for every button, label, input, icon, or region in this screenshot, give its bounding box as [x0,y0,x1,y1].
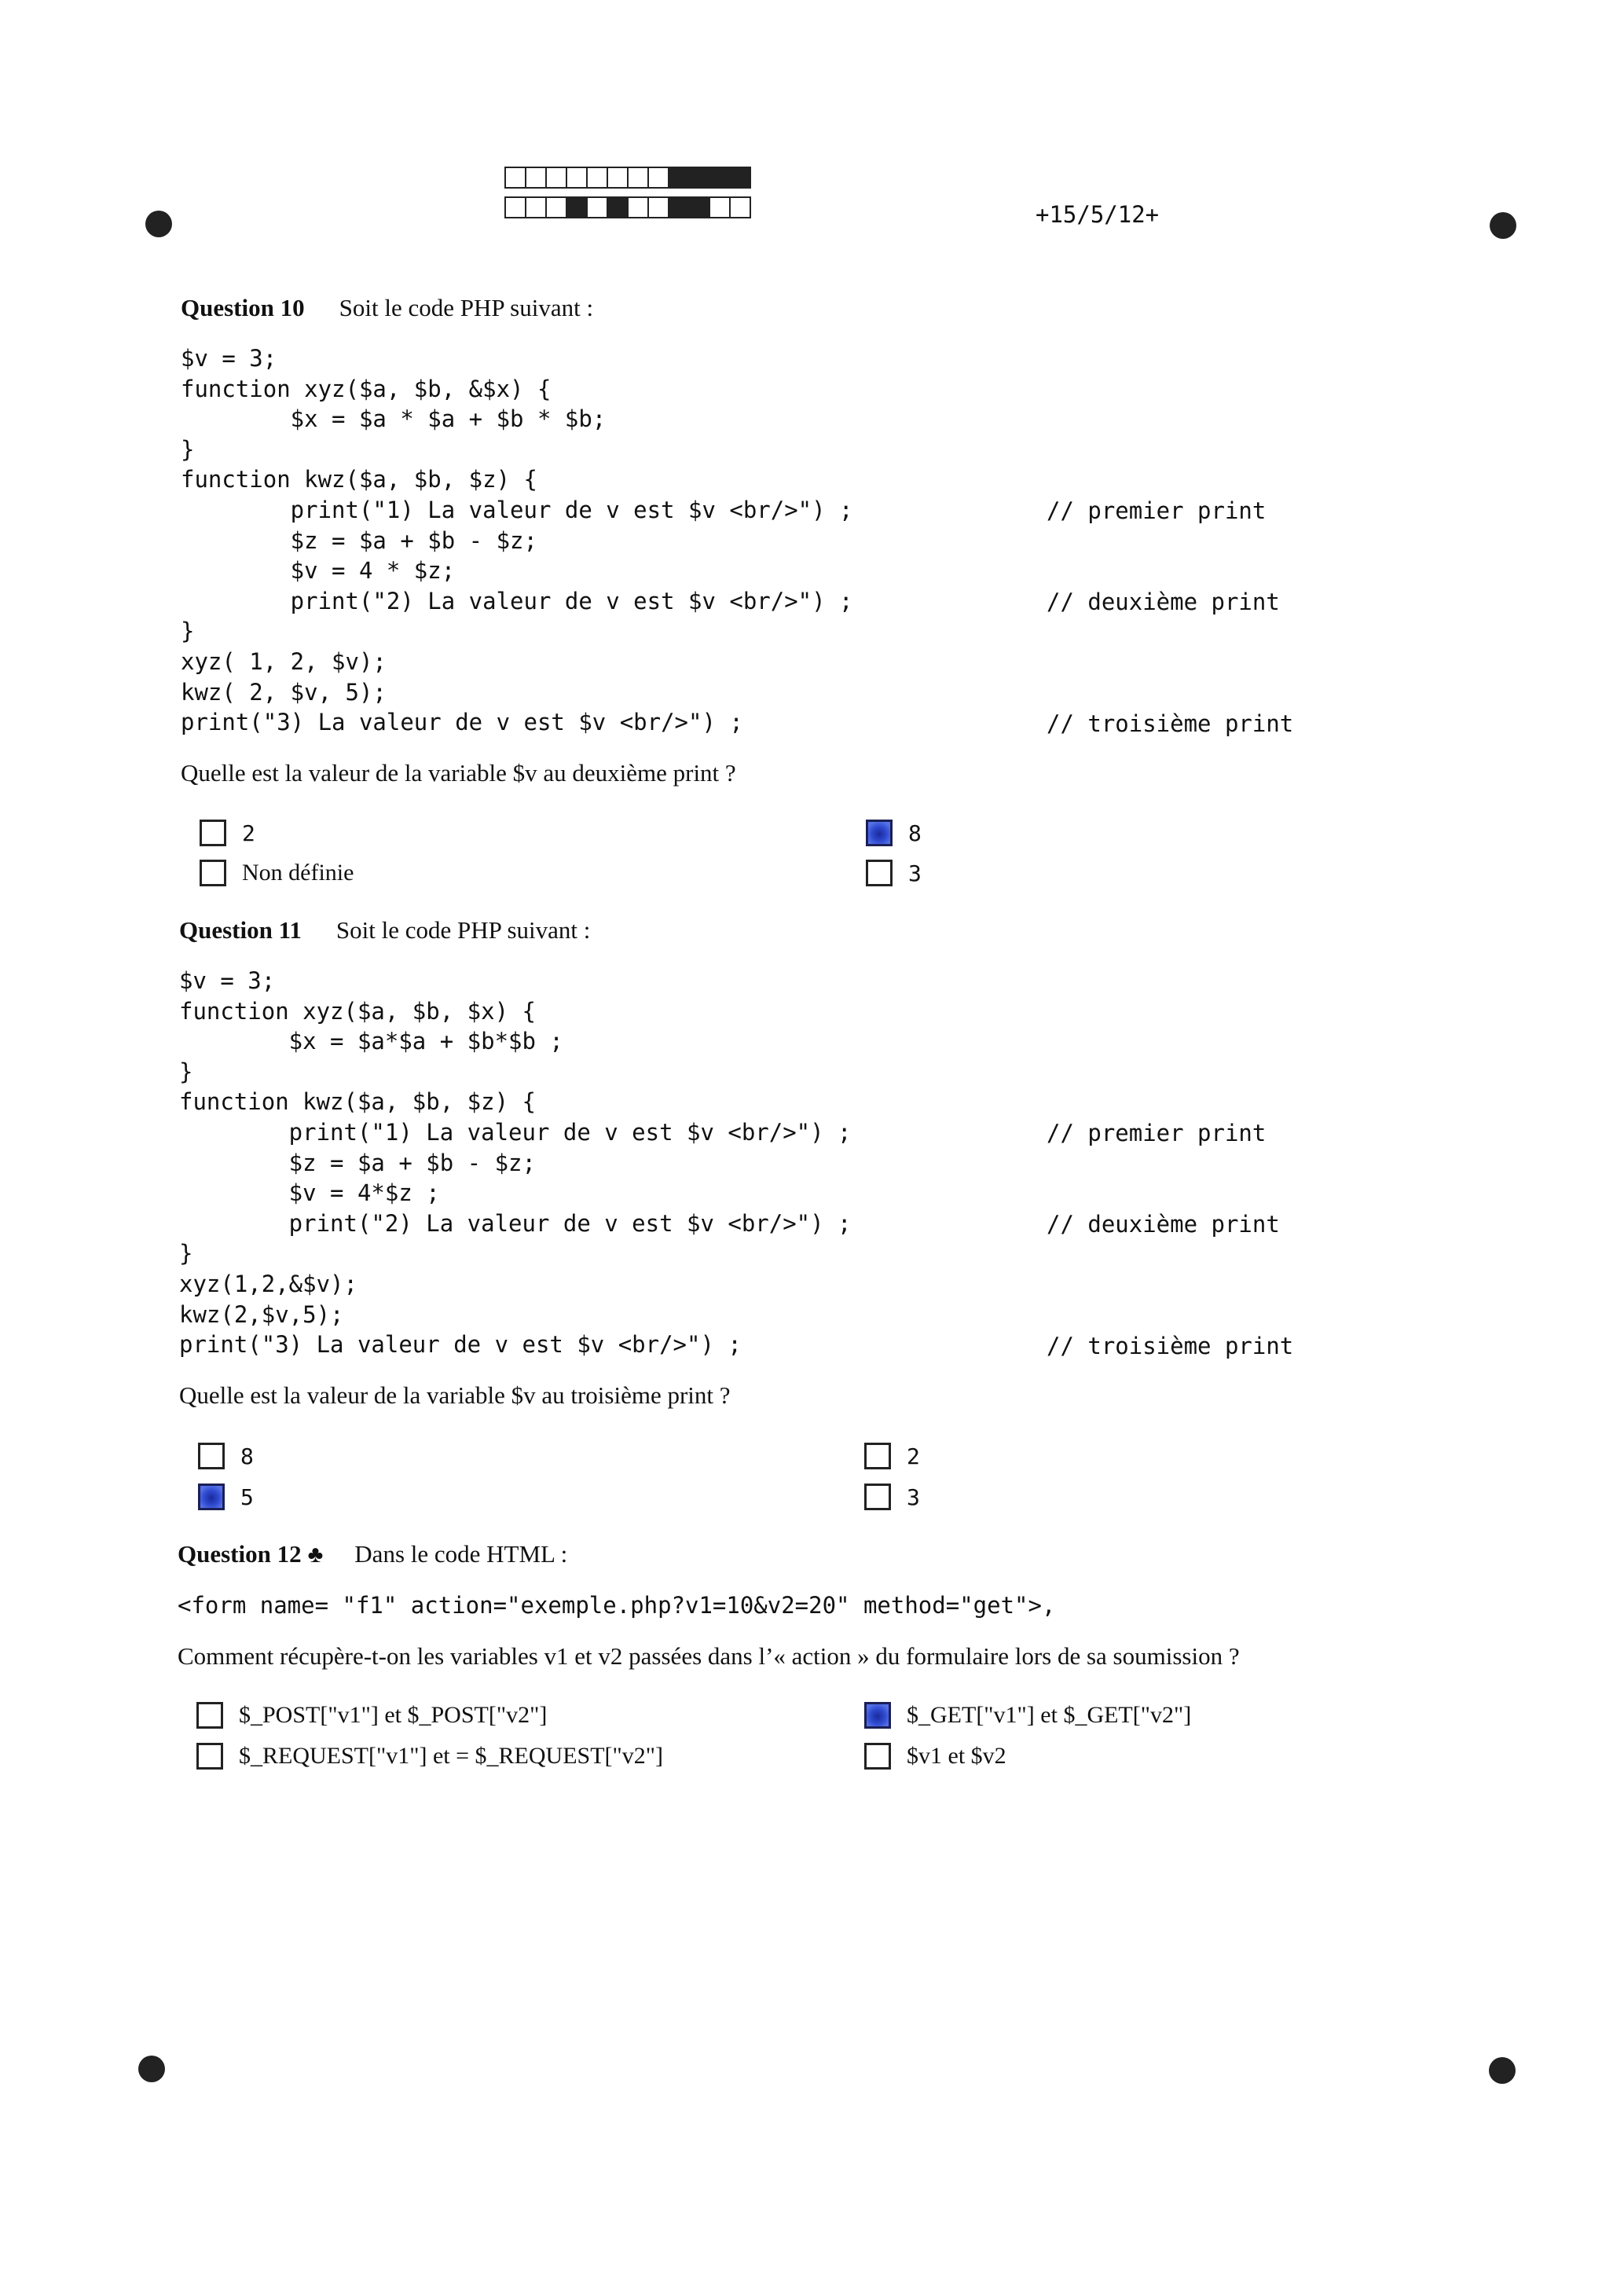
question-10-code: $v = 3; function xyz($a, $b, &$x) { $x = $a * $a + $b * $b; } function kwz($a, $b, $z) { print("1) La valeur de v est $v <br/>") ; $z = $a + $b - $z; $v = 4 * $z; print("2) La valeur de v est $v <br/>") ; } xyz( 1, 2, $v); kwz( 2, $v, 5); print("3) La valeur de v est $v <br/>") ; [181,345,853,736]
barcode-cell [729,167,751,189]
barcode-cell [627,196,649,218]
barcode-cell [545,167,567,189]
barcode-cell [668,167,690,189]
question-12-prompt: Comment récupère-t-on les variables v1 et v2 passées dans l’« action » du formulaire lors de sa soumission ? [178,1642,1240,1670]
question-10-comment-3: // troisième print [1047,710,1294,737]
option-label: $_POST["v1"] et $_POST["v2"] [239,1702,548,1728]
barcode-cell [627,167,649,189]
question-10-option-b[interactable] [866,820,922,846]
registration-mark-bottom-right [1489,2057,1516,2084]
question-12-option-d[interactable] [864,1743,1006,1770]
option-label: 5 [240,1484,254,1510]
option-label: 3 [907,1484,920,1510]
question-intro: Soit le code PHP suivant : [335,916,591,944]
question-11-title [179,916,590,944]
barcode-cell [688,196,710,218]
question-number: Question 10 [181,294,305,321]
answer-checkbox[interactable] [198,1443,225,1469]
answer-checkbox[interactable] [864,1702,891,1729]
club-icon: ♣ [307,1542,324,1568]
barcode-cell [504,167,526,189]
option-label: 8 [240,1443,254,1469]
question-10-option-c[interactable] [200,860,354,886]
question-11-option-b[interactable] [864,1443,920,1469]
barcode-cell [607,196,629,218]
question-11-option-c[interactable] [198,1484,254,1510]
question-intro: Dans le code HTML : [354,1540,568,1568]
barcode-cell [647,196,669,218]
barcode-cell [709,196,731,218]
barcode-cell [586,196,608,218]
question-10-option-d[interactable] [866,860,922,886]
question-10-prompt: Quelle est la valeur de la variable $v au deuxième print ? [181,759,736,787]
question-12-option-a[interactable] [196,1702,547,1729]
question-11-comment-3: // troisième print [1047,1333,1294,1359]
option-label: $v1 et $v2 [907,1743,1006,1769]
answer-checkbox[interactable] [196,1743,223,1770]
answer-checkbox[interactable] [198,1484,225,1510]
barcode-cell [525,196,547,218]
question-10-option-a[interactable] [200,820,255,846]
question-11-prompt: Quelle est la valeur de la variable $v au troisième print ? [179,1381,731,1409]
barcode-cell [525,167,547,189]
barcode-top [504,167,750,189]
registration-mark-top-left [145,211,172,237]
option-label: $_REQUEST["v1"] et = $_REQUEST["v2"] [239,1743,664,1769]
question-11-option-a[interactable] [198,1443,254,1469]
answer-checkbox[interactable] [864,1484,891,1510]
question-number: Question 11 [179,916,302,944]
barcode-cell [709,167,731,189]
question-11-option-d[interactable] [864,1484,920,1510]
question-12-option-c[interactable] [196,1743,663,1770]
question-10-comment-1: // premier print [1047,497,1267,524]
barcode-bottom [504,196,750,218]
answer-checkbox[interactable] [864,1443,891,1469]
option-label: 8 [908,820,922,846]
barcode-cell [566,167,588,189]
barcode-cell [668,196,690,218]
answer-checkbox[interactable] [866,820,893,846]
question-12-title [178,1540,567,1568]
option-label: 2 [907,1443,920,1469]
registration-mark-bottom-left [138,2056,165,2082]
barcode-cell [607,167,629,189]
question-11-code: $v = 3; function xyz($a, $b, $x) { $x = $a*$a + $b*$b ; } function kwz($a, $b, $z) { print("1) La valeur de v est $v <br/>") ; $z = $a + $b - $z; $v = 4*$z ; print("2) La valeur de v est $v <br/>") ; } xyz(1,2,&$v); kwz(2,$v,5); print("3) La valeur de v est $v <br/>") ; [179,967,852,1359]
option-label: Non définie [242,860,354,886]
answer-checkbox[interactable] [200,820,226,846]
barcode-cell [729,196,751,218]
question-12-option-b[interactable] [864,1702,1191,1729]
answer-checkbox[interactable] [866,860,893,886]
barcode-cell [566,196,588,218]
answer-checkbox[interactable] [864,1743,891,1770]
question-10-title [181,294,593,322]
question-number: Question 12 [178,1540,302,1568]
answer-checkbox[interactable] [200,860,226,886]
barcode-cell [688,167,710,189]
barcode-cell [504,196,526,218]
question-11-comment-2: // deuxième print [1047,1211,1280,1238]
barcode-cell [647,167,669,189]
answer-checkbox[interactable] [196,1702,223,1729]
question-11-comment-1: // premier print [1047,1120,1267,1146]
question-10-comment-2: // deuxième print [1047,589,1280,615]
barcode-cell [545,196,567,218]
option-label: 3 [908,860,922,886]
question-intro: Soit le code PHP suivant : [339,294,594,321]
option-label: $_GET["v1"] et $_GET["v2"] [907,1702,1192,1728]
option-label: 2 [242,820,255,846]
registration-mark-top-right [1490,212,1516,239]
sheet-id: +15/5/12+ [1036,201,1160,228]
barcode-cell [586,167,608,189]
question-12-code: <form name= "f1" action="exemple.php?v1=10&v2=20" method="get">, [178,1592,1056,1619]
